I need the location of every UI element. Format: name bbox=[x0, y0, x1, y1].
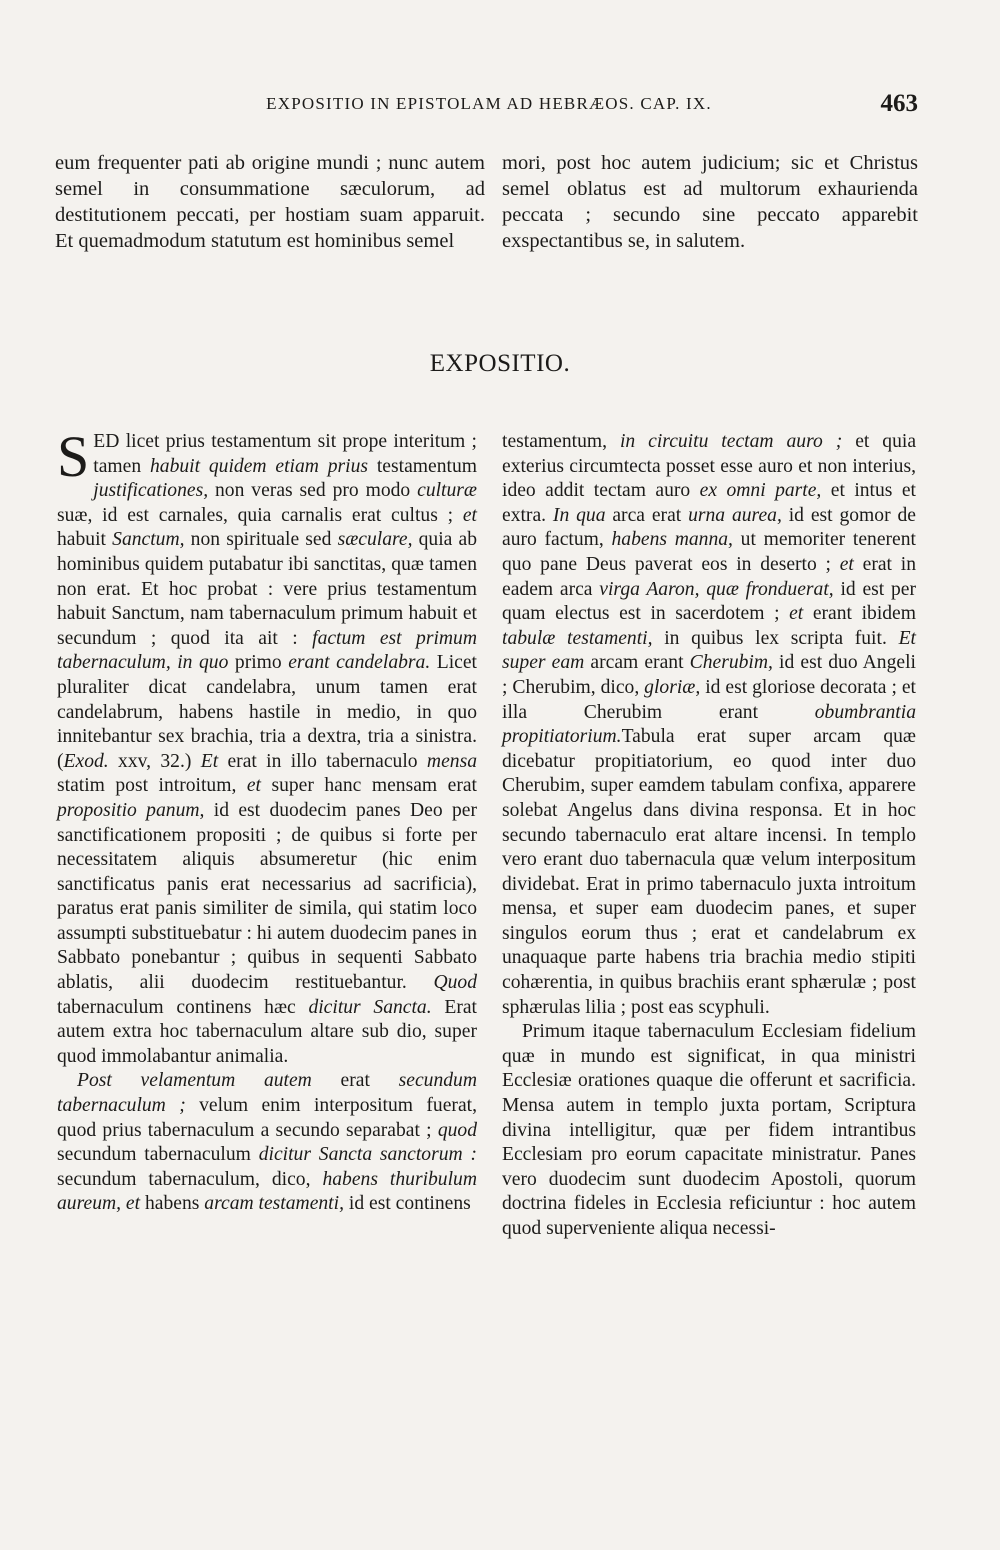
roman-text: suæ, id est carnales, quia carnalis erat cultus ; bbox=[57, 504, 463, 526]
roman-text: arca erat bbox=[605, 504, 689, 526]
italic-text: Cherubim, bbox=[689, 652, 773, 674]
italic-text: in circuitu tectam auro ; bbox=[619, 431, 843, 452]
italic-text: tabulæ testamenti, bbox=[502, 627, 653, 649]
italic-text: secundum tabernaculum ; bbox=[57, 1070, 477, 1117]
italic-text: et bbox=[462, 504, 477, 526]
italic-text: Quod bbox=[433, 972, 477, 994]
italic-text: et bbox=[246, 775, 261, 797]
roman-text: ut memoriter tenerent quo pane Deus paverat eos in deserto ; bbox=[502, 529, 916, 575]
roman-text: id est continens bbox=[343, 1193, 471, 1215]
running-head bbox=[60, 92, 918, 122]
roman-text: erat in illo tabernaculo bbox=[218, 750, 427, 772]
italic-text: virga Aaron, quæ fronduerat, bbox=[599, 578, 834, 600]
italic-text: dicitur Sancta. bbox=[308, 996, 432, 1018]
italic-text: propositio panum, bbox=[57, 799, 205, 821]
paragraph-text bbox=[502, 431, 916, 1018]
roman-text: velum enim interpositum fuerat, quod prius tabernaculum a secundo separabat ; bbox=[57, 1095, 477, 1141]
italic-text: Sanctum, bbox=[112, 529, 185, 551]
italic-text: justificationes, bbox=[93, 480, 209, 502]
drop-cap: S bbox=[57, 424, 90, 489]
roman-text: tabernaculum continens hæc bbox=[57, 996, 309, 1018]
italic-text: gloriæ, bbox=[644, 676, 701, 698]
commentary-paragraph bbox=[57, 1069, 477, 1217]
roman-text: habuit bbox=[57, 529, 113, 551]
roman-text: erat bbox=[311, 1070, 399, 1092]
italic-text: culturæ bbox=[417, 480, 477, 502]
italic-text: urna aurea, bbox=[688, 504, 782, 526]
page-number: 463 bbox=[880, 90, 918, 117]
roman-text: et intus et extra. bbox=[502, 480, 916, 526]
italic-text: ex omni parte, bbox=[699, 480, 822, 502]
italic-text: habens thuribulum aureum, et bbox=[57, 1168, 477, 1215]
italic-text: erant candelabra. bbox=[288, 652, 431, 674]
verse-text-left: eum frequenter pati ab origine mundi ; nunc autem semel in consummatione sæculorum, ad destitutionem peccati, per hostiam suam apparuit. Et quemadmodum statutum est hominibus semel bbox=[55, 152, 485, 252]
italic-text: mensa bbox=[426, 750, 477, 772]
roman-text: primo bbox=[228, 652, 289, 674]
roman-text: id est gomor de auro factum, bbox=[502, 504, 916, 551]
roman-text: et quia exterius circumtecta posset esse auro et non interius, ideo addit tectam auro bbox=[502, 431, 917, 502]
roman-text: xxv, 32.) bbox=[108, 750, 201, 772]
roman-text: id est duodecim panes Deo per sanctificationem propositi ; de quibus si forte per necessitatem aliquis absumeretur (hic enim sanctificatus panis erat necessarius ad sacrificia), paratus erat panis similiter de simila, qui statim loco assumpti substituebatur : hi autem duodecim panes in Sabbato ponebantur ; quibus in sequenti Sabbato ablatis, alii duodecim restituebantur. bbox=[57, 799, 477, 994]
commentary-paragraph bbox=[502, 1020, 916, 1241]
commentary-paragraph bbox=[502, 430, 916, 1020]
italic-text: habuit quidem etiam prius bbox=[149, 455, 369, 477]
roman-text: non veras sed pro modo bbox=[208, 480, 418, 502]
italic-text: et bbox=[789, 603, 804, 625]
italic-text: In qua bbox=[552, 504, 606, 526]
roman-text: erat in eadem arca bbox=[502, 553, 916, 600]
roman-text: in quibus lex scripta fuit. bbox=[652, 627, 899, 649]
italic-text: Post velamentum autem bbox=[77, 1070, 312, 1092]
italic-text: habens manna, bbox=[611, 529, 733, 551]
roman-text: non spirituale sed bbox=[184, 529, 338, 551]
roman-text: id est gloriose decorata ; et illa Cherubim erant bbox=[502, 676, 916, 723]
roman-text: erant ibidem bbox=[803, 603, 916, 625]
roman-text: secundum tabernaculum bbox=[57, 1144, 259, 1166]
roman-text: statim post introitum, bbox=[57, 775, 247, 797]
roman-text: testamentum, bbox=[502, 431, 620, 452]
roman-text: Licet pluraliter dicat candelabra, unum tamen erat candelabrum, habens hastile in medio, in quo innitebantur sex brachia, tria a dextra, tria a sinistra. ( bbox=[57, 652, 477, 772]
paragraph-text bbox=[57, 1070, 477, 1214]
running-title: EXPOSITIO IN EPISTOLAM AD HEBRÆOS. CAP. IX. bbox=[266, 94, 712, 113]
roman-text: testamentum bbox=[368, 455, 477, 477]
roman-text: Erat autem extra hoc tabernaculum altare sub dio, super quod immolabantur animalia. bbox=[57, 996, 477, 1067]
section-heading: EXPOSITIO. bbox=[429, 350, 571, 377]
roman-text: id est per quam electus est in sacerdotem ; bbox=[502, 578, 916, 625]
italic-text: Et bbox=[200, 750, 219, 772]
italic-text: arcam testamenti, bbox=[204, 1193, 344, 1215]
italic-text: factum est primum tabernaculum, in quo bbox=[57, 627, 477, 674]
roman-text: super hanc mensam erat bbox=[260, 775, 477, 797]
roman-text: habens bbox=[140, 1193, 205, 1215]
roman-text: Primum itaque tabernaculum Ecclesiam fidelium quæ in mundo est significat, in qua ministri Ecclesiæ orationes quaque die offerunt et sacrificia. Mensa autem in templo juxta portam, Scriptura divina intelligitur, quæ per fidem intrantibus Ecclesiam pro eorum capacitate ministratur. Panes vero duodecim sunt duodecim Apostoli, quorum doctrina fideles in Ecclesia reficiuntur : hoc autem quod superveniente aliqua necessi- bbox=[502, 1021, 916, 1239]
italic-text: et bbox=[839, 553, 854, 575]
roman-text: arcam erant bbox=[584, 652, 690, 674]
paragraph-text bbox=[502, 1021, 916, 1239]
italic-text: dicitur Sancta sanctorum : bbox=[258, 1144, 477, 1166]
commentary-paragraph bbox=[57, 424, 478, 1069]
roman-text: Tabula erat super arcam quæ dicebatur propitiatorium, eo quod inter duo Cherubim, super eamdem tabulam confixa, apparere solebat Angelus dans divina responsa. Et in hoc secundo tabernaculo erat altare incensi. In templo vero erant duo tabernacula quæ velum interpositum dividebat. Erat in primo tabernaculo juxta introitum mensa, et super eam duodecim panes, et super singulos eorum thus ; erat et candelabrum ex unaquaque parte habens tria brachia medio stipiti cohærentia, in quibus brachiis erant sphærulæ ; post sphærulas lilia ; post eas scyphuli. bbox=[502, 726, 916, 1018]
roman-text: quia ab hominibus quidem putabatur ibi sanctitas, quæ tamen non erat. Et hoc probat : vere prius testamentum habuit Sanctum, nam tabernaculum primum habuit et secundum ; quod ita ait : bbox=[57, 529, 478, 649]
italic-text: Exod. bbox=[63, 750, 109, 772]
italic-text: Et super eam bbox=[502, 627, 916, 674]
commentary-column-left bbox=[57, 424, 478, 1217]
italic-text: obumbrantia propitiatorium. bbox=[502, 701, 916, 748]
italic-text: quod bbox=[437, 1119, 477, 1141]
italic-text: sæculare, bbox=[337, 529, 413, 551]
roman-text: id est duo Angeli ; Cherubim, dico, bbox=[502, 652, 916, 698]
paragraph-text bbox=[57, 424, 478, 1067]
verse-text-right: mori, post hoc autem judicium; sic et Christus semel oblatus est ad multorum exhaurienda peccata ; secundo sine peccato apparebit exspectantibus se, in salutem. bbox=[502, 152, 918, 252]
commentary-column-right bbox=[502, 430, 916, 1242]
roman-text: secundum tabernaculum, dico, bbox=[57, 1168, 323, 1190]
roman-text: ED licet prius testamentum sit prope interitum ; tamen bbox=[93, 431, 477, 477]
